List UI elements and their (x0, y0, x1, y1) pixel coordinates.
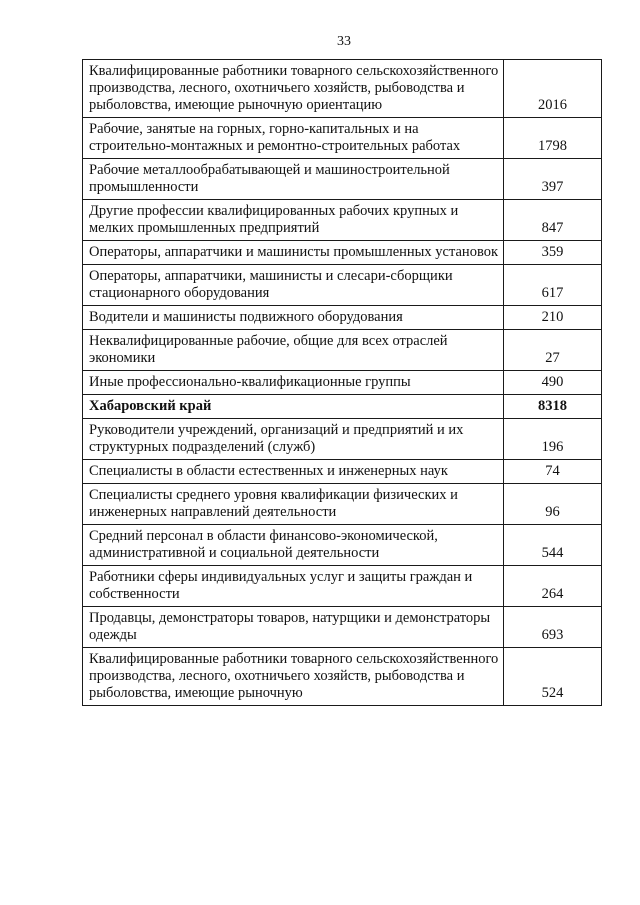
table-row (83, 330, 602, 371)
row-value: 490 (504, 371, 602, 395)
row-value: 1798 (504, 118, 602, 159)
row-value: 617 (504, 265, 602, 306)
row-label: Специалисты в области естественных и инженерных наук (83, 460, 504, 484)
table-row (83, 200, 602, 241)
table-row (83, 648, 602, 706)
table-row (83, 265, 602, 306)
table-row (83, 484, 602, 525)
row-value: 27 (504, 330, 602, 371)
row-value: 524 (504, 648, 602, 706)
row-label: Квалифицированные работники товарного сельскохозяйственного производства, лесного, охотничьего хозяйств, рыбоводства и рыболовства, имеющие рыночную ориентацию (83, 60, 504, 118)
row-value: 544 (504, 525, 602, 566)
row-label: Хабаровский край (83, 395, 504, 419)
row-value: 397 (504, 159, 602, 200)
row-label: Средний персонал в области финансово-экономической, административной и социальной деятельности (83, 525, 504, 566)
row-label: Операторы, аппаратчики и машинисты промышленных установок (83, 241, 504, 265)
row-label: Водители и машинисты подвижного оборудования (83, 306, 504, 330)
table-row (83, 419, 602, 460)
table-row (83, 371, 602, 395)
row-label: Квалифицированные работники товарного сельскохозяйственного производства, лесного, охотничьего хозяйств, рыбоводства и рыболовства, имеющие рыночную (83, 648, 504, 706)
row-value: 210 (504, 306, 602, 330)
row-label: Неквалифицированные рабочие, общие для всех отраслей экономики (83, 330, 504, 371)
row-value: 2016 (504, 60, 602, 118)
row-label: Другие профессии квалифицированных рабочих крупных и мелких промышленных предприятий (83, 200, 504, 241)
row-label: Иные профессионально-квалификационные группы (83, 371, 504, 395)
row-label: Рабочие металлообрабатывающей и машиностроительной промышленности (83, 159, 504, 200)
table-row (83, 60, 602, 118)
row-value: 847 (504, 200, 602, 241)
table-row (83, 460, 602, 484)
page-number: 33 (337, 34, 351, 49)
table-row (83, 607, 602, 648)
row-value: 8318 (504, 395, 602, 419)
row-value: 693 (504, 607, 602, 648)
row-label: Специалисты среднего уровня квалификации физических и инженерных направлений деятельности (83, 484, 504, 525)
row-value: 264 (504, 566, 602, 607)
table-row (83, 306, 602, 330)
table-row (83, 118, 602, 159)
table-row (83, 395, 602, 419)
occupation-table-container (82, 59, 602, 706)
table-row (83, 566, 602, 607)
row-value: 196 (504, 419, 602, 460)
occupation-table (82, 59, 602, 706)
table-body (83, 60, 602, 706)
table-row (83, 525, 602, 566)
row-label: Руководители учреждений, организаций и предприятий и их структурных подразделений (служб) (83, 419, 504, 460)
row-value: 359 (504, 241, 602, 265)
row-value: 96 (504, 484, 602, 525)
table-row (83, 241, 602, 265)
row-label: Работники сферы индивидуальных услуг и защиты граждан и собственности (83, 566, 504, 607)
row-value: 74 (504, 460, 602, 484)
row-label: Операторы, аппаратчики, машинисты и слесари-сборщики стационарного оборудования (83, 265, 504, 306)
row-label: Продавцы, демонстраторы товаров, натурщики и демонстраторы одежды (83, 607, 504, 648)
table-row (83, 159, 602, 200)
row-label: Рабочие, занятые на горных, горно-капитальных и на строительно-монтажных и ремонтно-строительных работах (83, 118, 504, 159)
